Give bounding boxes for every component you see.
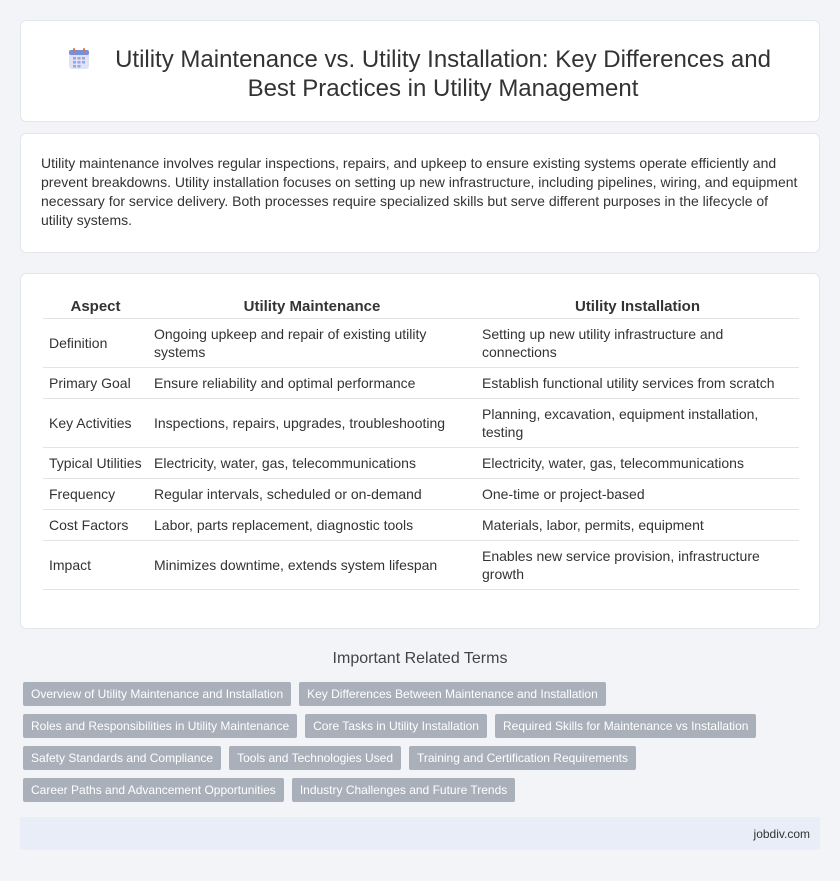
table-row [43,399,799,448]
table-row [43,510,799,541]
comparison-card [20,273,820,629]
calendar-icon [67,47,91,71]
page-title: Utility Maintenance vs. Utility Installation: Key Differences and Best Practices in Utility Management [115,46,771,102]
table-row [43,368,799,399]
footer-site-name[interactable]: jobdiv.com [753,827,810,841]
related-term-link[interactable]: Key Differences Between Maintenance and Installation [299,682,606,706]
maintenance-cell: Labor, parts replacement, diagnostic tools [148,510,476,541]
related-terms-heading: Important Related Terms [332,650,508,667]
related-term-link[interactable]: Roles and Responsibilities in Utility Maintenance [23,714,297,738]
related-term-link[interactable]: Core Tasks in Utility Installation [305,714,487,738]
column-header-maintenance: Utility Maintenance [148,294,476,319]
related-term-link[interactable]: Career Paths and Advancement Opportunities [23,778,284,802]
intro-paragraph: Utility maintenance involves regular inspections, repairs, and upkeep to ensure existing systems operate efficiently and prevent breakdowns. Utility installation focuses on setting up new infrastructure, including pipelines, wiring, and equipment necessary for service delivery. Both processes require specialized skills but serve different purposes in the lifecycle of utility systems. [41,155,798,228]
installation-cell: Establish functional utility services from scratch [476,368,799,399]
installation-cell: Electricity, water, gas, telecommunications [476,448,799,479]
intro-card [20,133,820,253]
maintenance-cell: Regular intervals, scheduled or on-demand [148,479,476,510]
related-term-link[interactable]: Tools and Technologies Used [229,746,401,770]
installation-cell: Setting up new utility infrastructure and connections [476,319,799,368]
installation-cell: Planning, excavation, equipment installation, testing [476,399,799,448]
related-term-link[interactable]: Industry Challenges and Future Trends [292,778,515,802]
aspect-cell: Cost Factors [43,510,148,541]
maintenance-cell: Electricity, water, gas, telecommunications [148,448,476,479]
maintenance-cell: Ongoing upkeep and repair of existing utility systems [148,319,476,368]
column-header-aspect: Aspect [43,294,148,319]
footer [20,817,820,850]
aspect-cell: Primary Goal [43,368,148,399]
header-card [20,20,820,122]
installation-cell: One-time or project-based [476,479,799,510]
maintenance-cell: Ensure reliability and optimal performance [148,368,476,399]
table-row [43,479,799,510]
table-row [43,319,799,368]
related-term-link[interactable]: Overview of Utility Maintenance and Installation [23,682,291,706]
aspect-cell: Key Activities [43,399,148,448]
related-terms-list [23,682,813,802]
column-header-installation: Utility Installation [476,294,799,319]
related-term-link[interactable]: Training and Certification Requirements [409,746,636,770]
table-row [43,448,799,479]
related-term-link[interactable]: Required Skills for Maintenance vs Installation [495,714,756,738]
installation-cell: Enables new service provision, infrastructure growth [476,541,799,590]
maintenance-cell: Minimizes downtime, extends system lifespan [148,541,476,590]
table-row [43,541,799,590]
aspect-cell: Frequency [43,479,148,510]
related-term-link[interactable]: Safety Standards and Compliance [23,746,221,770]
installation-cell: Materials, labor, permits, equipment [476,510,799,541]
aspect-cell: Typical Utilities [43,448,148,479]
maintenance-cell: Inspections, repairs, upgrades, troubleshooting [148,399,476,448]
comparison-table [43,294,799,590]
aspect-cell: Impact [43,541,148,590]
aspect-cell: Definition [43,319,148,368]
table-header-row [43,294,799,319]
